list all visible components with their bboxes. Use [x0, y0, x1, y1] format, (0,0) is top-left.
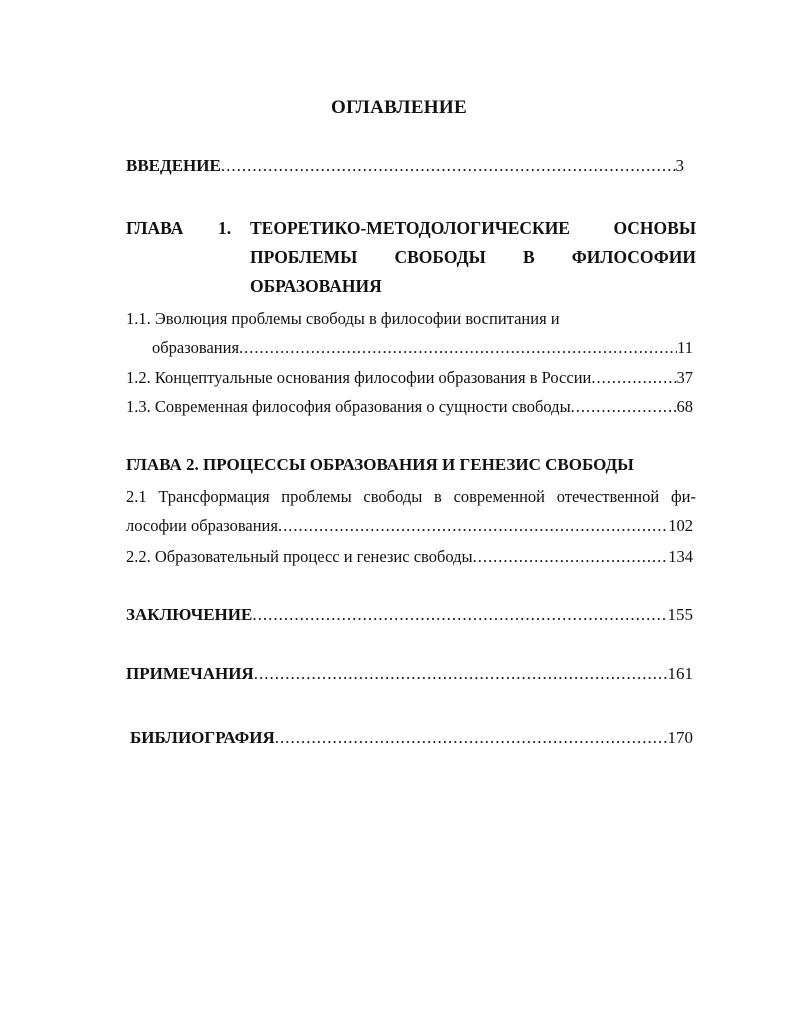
chapter-title-word: ТЕОРЕТИКО-МЕТОДОЛОГИЧЕСКИЕ [250, 218, 570, 238]
toc-page-number: 170 [667, 728, 693, 747]
toc-page-number: 68 [676, 397, 693, 416]
toc-page-number: 3 [675, 156, 684, 175]
toc-entry-notes[interactable] [126, 664, 693, 684]
section-word: проблемы [281, 487, 352, 506]
toc-section-2-1-line1[interactable] [126, 487, 696, 507]
chapter-2-heading[interactable]: ГЛАВА 2. ПРОЦЕССЫ ОБРАЗОВАНИЯ И ГЕНЕЗИС СВОБОДЫ [126, 455, 634, 474]
dot-leader [252, 605, 667, 625]
dot-leader [591, 368, 676, 388]
dot-leader [221, 156, 676, 176]
chapter-title-word: ФИЛОСОФИИ [571, 247, 696, 267]
chapter-title-word: В [522, 247, 535, 267]
chapter-title-word: СВОБОДЫ [394, 247, 486, 267]
toc-section-1-3[interactable] [126, 397, 693, 417]
dot-leader [254, 664, 668, 684]
chapter-title-word: ОСНОВЫ [613, 218, 696, 238]
toc-entry-label: ЗАКЛЮЧЕНИЕ [126, 605, 253, 624]
dot-leader [571, 397, 677, 417]
chapter-title-word: ПРОБЛЕМЫ [250, 247, 358, 267]
toc-page-number: 102 [668, 516, 693, 535]
section-word: 2.1 [126, 487, 147, 506]
toc-entry-label: ВВЕДЕНИЕ [126, 156, 221, 175]
section-word: свободы [363, 487, 423, 506]
toc-entry-label: 2.2. Образовательный процесс и генезис свободы [126, 547, 473, 566]
toc-entry-conclusion[interactable] [126, 605, 693, 625]
dot-leader [239, 338, 677, 358]
toc-entry-bibliography[interactable] [130, 728, 693, 748]
toc-page-number: 11 [677, 338, 693, 357]
dot-leader [275, 728, 668, 748]
section-word: Трансформация [158, 487, 270, 506]
toc-page-number: 134 [668, 547, 693, 566]
toc-entry-label: 1.2. Концептуальные основания философии образования в России [126, 368, 592, 387]
section-word: современной [453, 487, 546, 506]
toc-page-number: 161 [667, 664, 693, 683]
toc-page-number: 37 [676, 368, 693, 387]
toc-entry-label: лософии образования [126, 516, 278, 535]
dot-leader [473, 547, 669, 567]
toc-page-number: 155 [667, 605, 693, 624]
toc-entry-label: 1.3. Современная философия образования о сущности свободы [126, 397, 571, 416]
section-word: в [434, 487, 442, 506]
toc-entry-label: БИБЛИОГРАФИЯ [130, 728, 275, 747]
toc-section-1-1[interactable] [152, 338, 693, 358]
toc-section-2-1[interactable] [126, 516, 693, 536]
section-word: отечественной [556, 487, 660, 506]
section-word: фи- [670, 487, 696, 506]
chapter-number: 1. [218, 218, 232, 238]
toc-entry-introduction[interactable] [126, 156, 684, 176]
toc-section-1-2[interactable] [126, 368, 693, 388]
toc-entry-label: ПРИМЕЧАНИЯ [126, 664, 254, 683]
chapter-title-word: ОБРАЗОВАНИЯ [250, 276, 382, 296]
toc-entry-label: образования [152, 338, 240, 357]
page-title: ОГЛАВЛЕНИЕ [331, 97, 467, 118]
toc-section-1-1-line1[interactable]: 1.1. Эволюция проблемы свободы в философии воспитания и [126, 309, 560, 328]
chapter-prefix: ГЛАВА [126, 218, 184, 238]
toc-section-2-2[interactable] [126, 547, 693, 567]
dot-leader [278, 516, 668, 536]
